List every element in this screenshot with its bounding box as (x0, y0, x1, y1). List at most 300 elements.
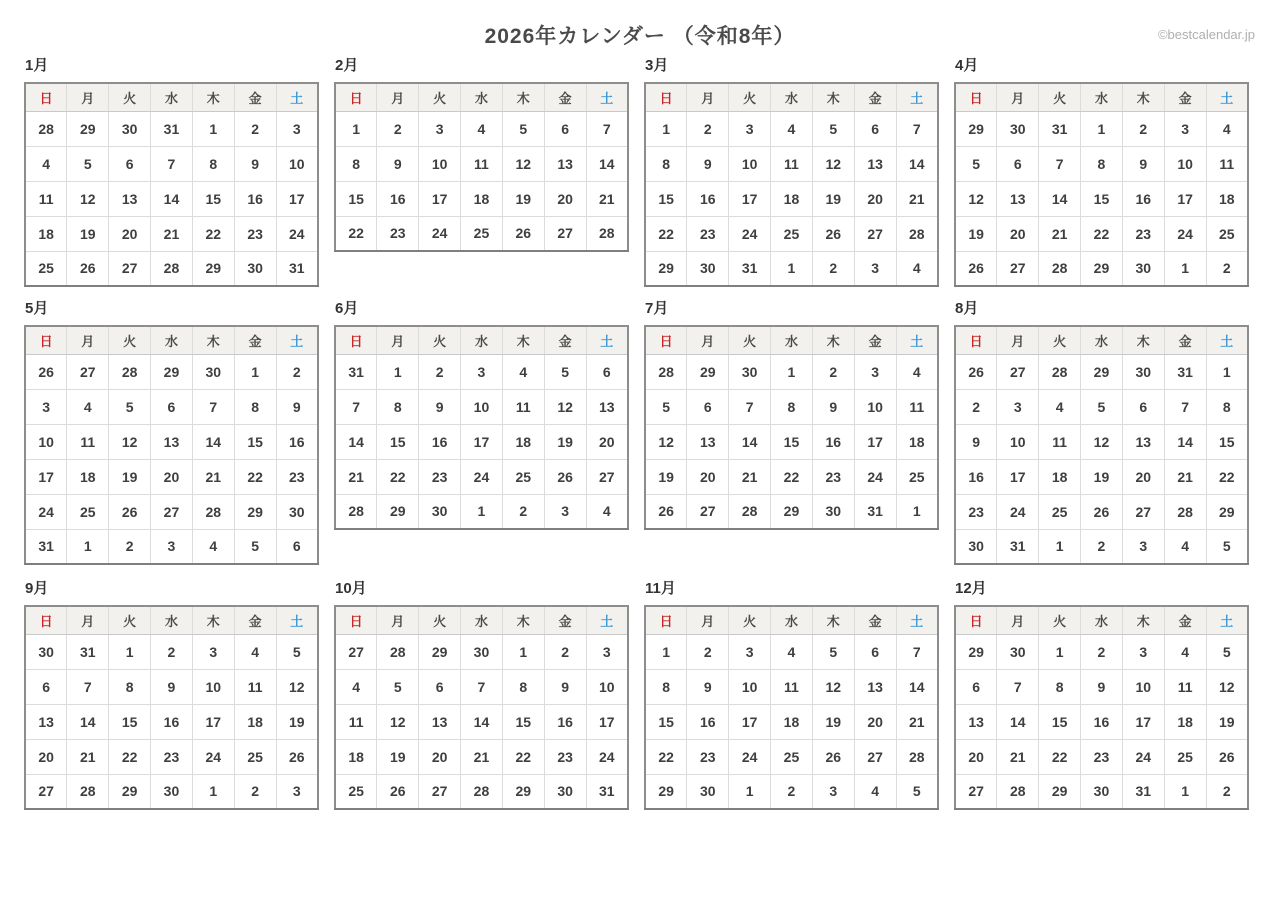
date-cell: 20 (955, 739, 997, 774)
weekday-header-sun: 日 (335, 83, 377, 111)
weekday-header-wd: 木 (502, 83, 544, 111)
date-cell: 10 (586, 669, 628, 704)
date-cell: 8 (645, 669, 687, 704)
date-cell: 2 (234, 111, 276, 146)
date-cell: 3 (1122, 529, 1164, 564)
date-cell: 15 (192, 181, 234, 216)
date-cell: 25 (25, 251, 67, 286)
month-title: 12月 (955, 580, 987, 597)
month-block-8 (954, 299, 1249, 565)
date-cell: 28 (1039, 251, 1081, 286)
weekday-header-wd: 金 (1164, 326, 1206, 354)
date-cell: 12 (812, 146, 854, 181)
weekday-header-wd: 月 (67, 83, 109, 111)
calendar-table (644, 605, 939, 810)
date-cell: 17 (997, 459, 1039, 494)
date-cell: 24 (586, 739, 628, 774)
date-cell: 23 (419, 459, 461, 494)
date-cell: 21 (1164, 459, 1206, 494)
date-cell: 4 (771, 634, 813, 669)
date-cell: 16 (276, 424, 318, 459)
date-cell: 20 (544, 181, 586, 216)
date-cell: 18 (335, 739, 377, 774)
date-cell: 30 (151, 774, 193, 809)
week-row (955, 704, 1248, 739)
date-cell: 21 (896, 181, 938, 216)
date-cell: 1 (1164, 774, 1206, 809)
date-cell: 5 (1206, 634, 1248, 669)
date-cell: 20 (25, 739, 67, 774)
date-cell: 3 (729, 634, 771, 669)
date-cell: 19 (377, 739, 419, 774)
date-cell: 13 (544, 146, 586, 181)
month-title: 5月 (25, 300, 49, 317)
date-cell: 4 (67, 389, 109, 424)
week-row (955, 669, 1248, 704)
date-cell: 1 (109, 634, 151, 669)
date-cell: 15 (645, 704, 687, 739)
date-cell: 2 (151, 634, 193, 669)
date-cell: 28 (25, 111, 67, 146)
date-cell: 18 (771, 704, 813, 739)
weekday-header-wd: 月 (67, 326, 109, 354)
date-cell: 5 (544, 354, 586, 389)
weekday-header-sun: 日 (25, 83, 67, 111)
date-cell: 26 (812, 216, 854, 251)
date-cell: 24 (1164, 216, 1206, 251)
date-cell: 5 (955, 146, 997, 181)
date-cell: 13 (586, 389, 628, 424)
date-cell: 6 (955, 669, 997, 704)
date-cell: 22 (109, 739, 151, 774)
date-cell: 30 (812, 494, 854, 529)
date-cell: 3 (192, 634, 234, 669)
date-cell: 16 (1122, 181, 1164, 216)
date-cell: 6 (151, 389, 193, 424)
month-title: 6月 (335, 300, 359, 317)
week-row (645, 251, 938, 286)
date-cell: 16 (544, 704, 586, 739)
date-cell: 24 (276, 216, 318, 251)
date-cell: 14 (461, 704, 503, 739)
date-cell: 27 (335, 634, 377, 669)
date-cell: 10 (854, 389, 896, 424)
date-cell: 30 (461, 634, 503, 669)
calendar-table (334, 325, 629, 530)
date-cell: 25 (461, 216, 503, 251)
date-cell: 8 (1039, 669, 1081, 704)
weekday-header-wd: 木 (192, 606, 234, 634)
calendar-table (24, 605, 319, 810)
week-row (335, 494, 628, 529)
date-cell: 10 (276, 146, 318, 181)
weekday-header-wd: 木 (192, 83, 234, 111)
date-cell: 23 (151, 739, 193, 774)
date-cell: 9 (276, 389, 318, 424)
date-cell: 5 (502, 111, 544, 146)
date-cell: 18 (67, 459, 109, 494)
date-cell: 17 (192, 704, 234, 739)
date-cell: 27 (854, 216, 896, 251)
date-cell: 23 (377, 216, 419, 251)
weekday-header-sun: 日 (955, 83, 997, 111)
date-cell: 9 (544, 669, 586, 704)
date-cell: 21 (896, 704, 938, 739)
date-cell: 31 (586, 774, 628, 809)
week-row (25, 459, 318, 494)
calendar-table (24, 82, 319, 287)
weekday-header-wd: 水 (461, 83, 503, 111)
date-cell: 1 (1039, 634, 1081, 669)
date-cell: 12 (67, 181, 109, 216)
date-cell: 23 (687, 739, 729, 774)
date-cell: 19 (812, 181, 854, 216)
date-cell: 4 (25, 146, 67, 181)
week-row (645, 634, 938, 669)
weekday-header-wd: 火 (1039, 606, 1081, 634)
week-row (955, 739, 1248, 774)
date-cell: 31 (335, 354, 377, 389)
date-cell: 11 (896, 389, 938, 424)
date-cell: 13 (854, 669, 896, 704)
date-cell: 2 (771, 774, 813, 809)
week-row (25, 774, 318, 809)
date-cell: 31 (1039, 111, 1081, 146)
date-cell: 27 (997, 354, 1039, 389)
date-cell: 23 (687, 216, 729, 251)
date-cell: 4 (896, 354, 938, 389)
week-row (335, 669, 628, 704)
date-cell: 11 (67, 424, 109, 459)
date-cell: 3 (812, 774, 854, 809)
weekday-header-sat: 土 (896, 606, 938, 634)
weekday-header-wd: 月 (997, 83, 1039, 111)
month-block-1 (24, 56, 319, 287)
date-cell: 23 (955, 494, 997, 529)
date-cell: 16 (377, 181, 419, 216)
date-cell: 2 (377, 111, 419, 146)
date-cell: 31 (854, 494, 896, 529)
date-cell: 25 (1206, 216, 1248, 251)
date-cell: 31 (1164, 354, 1206, 389)
week-row (645, 459, 938, 494)
date-cell: 1 (502, 634, 544, 669)
date-cell: 7 (1164, 389, 1206, 424)
date-cell: 31 (67, 634, 109, 669)
date-cell: 12 (109, 424, 151, 459)
date-cell: 2 (276, 354, 318, 389)
date-cell: 13 (1122, 424, 1164, 459)
date-cell: 1 (1081, 111, 1123, 146)
date-cell: 15 (502, 704, 544, 739)
date-cell: 9 (955, 424, 997, 459)
date-cell: 30 (1081, 774, 1123, 809)
date-cell: 19 (955, 216, 997, 251)
date-cell: 9 (419, 389, 461, 424)
date-cell: 27 (854, 739, 896, 774)
weekday-header-wd: 木 (1122, 83, 1164, 111)
week-row (645, 354, 938, 389)
date-cell: 20 (109, 216, 151, 251)
date-cell: 2 (1206, 251, 1248, 286)
date-cell: 1 (234, 354, 276, 389)
date-cell: 19 (812, 704, 854, 739)
week-row (25, 529, 318, 564)
calendar-table (334, 82, 629, 252)
date-cell: 14 (997, 704, 1039, 739)
date-cell: 28 (645, 354, 687, 389)
week-row (25, 704, 318, 739)
date-cell: 28 (192, 494, 234, 529)
date-cell: 3 (276, 111, 318, 146)
date-cell: 10 (192, 669, 234, 704)
calendar-table (24, 325, 319, 565)
date-cell: 29 (151, 354, 193, 389)
date-cell: 24 (1122, 739, 1164, 774)
weekday-header-wd: 木 (502, 606, 544, 634)
date-cell: 22 (1081, 216, 1123, 251)
week-row (335, 181, 628, 216)
date-cell: 22 (645, 216, 687, 251)
date-cell: 31 (729, 251, 771, 286)
date-cell: 10 (419, 146, 461, 181)
date-cell: 13 (955, 704, 997, 739)
date-cell: 30 (687, 251, 729, 286)
date-cell: 1 (771, 251, 813, 286)
date-cell: 7 (997, 669, 1039, 704)
date-cell: 24 (419, 216, 461, 251)
date-cell: 17 (1122, 704, 1164, 739)
week-row (645, 146, 938, 181)
date-cell: 26 (955, 354, 997, 389)
month-block-7 (644, 299, 939, 530)
date-cell: 9 (234, 146, 276, 181)
date-cell: 10 (1164, 146, 1206, 181)
date-cell: 27 (419, 774, 461, 809)
date-cell: 30 (276, 494, 318, 529)
calendar-table (644, 325, 939, 530)
month-block-2 (334, 56, 629, 252)
date-cell: 11 (1039, 424, 1081, 459)
date-cell: 20 (1122, 459, 1164, 494)
date-cell: 14 (896, 146, 938, 181)
date-cell: 14 (729, 424, 771, 459)
date-cell: 6 (997, 146, 1039, 181)
date-cell: 25 (896, 459, 938, 494)
date-cell: 6 (854, 634, 896, 669)
date-cell: 10 (729, 669, 771, 704)
date-cell: 30 (1122, 251, 1164, 286)
calendar-table (954, 325, 1249, 565)
date-cell: 28 (729, 494, 771, 529)
date-cell: 30 (109, 111, 151, 146)
date-cell: 20 (419, 739, 461, 774)
date-cell: 6 (586, 354, 628, 389)
month-title: 8月 (955, 300, 979, 317)
date-cell: 17 (276, 181, 318, 216)
week-row (645, 494, 938, 529)
week-row (335, 389, 628, 424)
date-cell: 11 (234, 669, 276, 704)
weekday-header-wd: 金 (544, 83, 586, 111)
week-row (645, 424, 938, 459)
week-row (955, 424, 1248, 459)
date-cell: 5 (812, 634, 854, 669)
date-cell: 27 (544, 216, 586, 251)
date-cell: 30 (25, 634, 67, 669)
date-cell: 29 (377, 494, 419, 529)
weekday-header-sat: 土 (1206, 83, 1248, 111)
weekday-header-sat: 土 (276, 83, 318, 111)
date-cell: 7 (729, 389, 771, 424)
weekday-header-wd: 火 (729, 83, 771, 111)
date-cell: 15 (109, 704, 151, 739)
week-row (335, 739, 628, 774)
date-cell: 5 (812, 111, 854, 146)
date-cell: 25 (234, 739, 276, 774)
date-cell: 28 (997, 774, 1039, 809)
date-cell: 25 (771, 739, 813, 774)
weekday-header-wd: 木 (1122, 326, 1164, 354)
date-cell: 17 (729, 181, 771, 216)
weekday-header-wd: 火 (729, 606, 771, 634)
date-cell: 8 (502, 669, 544, 704)
date-cell: 9 (1081, 669, 1123, 704)
date-cell: 4 (771, 111, 813, 146)
date-cell: 27 (67, 354, 109, 389)
date-cell: 10 (997, 424, 1039, 459)
week-row (25, 216, 318, 251)
date-cell: 28 (335, 494, 377, 529)
date-cell: 22 (192, 216, 234, 251)
date-cell: 1 (1039, 529, 1081, 564)
date-cell: 25 (771, 216, 813, 251)
weekday-header-wd: 月 (377, 326, 419, 354)
month-block-11 (644, 579, 939, 810)
date-cell: 19 (544, 424, 586, 459)
month-block-3 (644, 56, 939, 287)
weekday-header-sat: 土 (586, 326, 628, 354)
week-row (25, 494, 318, 529)
date-cell: 21 (997, 739, 1039, 774)
date-cell: 14 (335, 424, 377, 459)
weekday-header-wd: 木 (812, 326, 854, 354)
date-cell: 29 (645, 251, 687, 286)
date-cell: 29 (192, 251, 234, 286)
date-cell: 26 (955, 251, 997, 286)
month-title: 11月 (645, 580, 676, 597)
month-title: 1月 (25, 57, 49, 74)
date-cell: 3 (854, 354, 896, 389)
weekday-header-wd: 金 (544, 606, 586, 634)
copyright-text: ©bestcalendar.jp (1157, 27, 1255, 42)
date-cell: 13 (109, 181, 151, 216)
date-cell: 1 (1164, 251, 1206, 286)
date-cell: 20 (586, 424, 628, 459)
date-cell: 1 (729, 774, 771, 809)
date-cell: 24 (461, 459, 503, 494)
date-cell: 9 (687, 669, 729, 704)
date-cell: 19 (1081, 459, 1123, 494)
weekday-header-wd: 水 (771, 606, 813, 634)
date-cell: 31 (1122, 774, 1164, 809)
weekday-header-wd: 月 (377, 606, 419, 634)
calendar-table (954, 605, 1249, 810)
date-cell: 11 (1206, 146, 1248, 181)
date-cell: 16 (812, 424, 854, 459)
date-cell: 11 (771, 669, 813, 704)
date-cell: 21 (151, 216, 193, 251)
date-cell: 15 (377, 424, 419, 459)
date-cell: 6 (109, 146, 151, 181)
date-cell: 18 (234, 704, 276, 739)
week-row (955, 494, 1248, 529)
date-cell: 4 (854, 774, 896, 809)
date-cell: 1 (1206, 354, 1248, 389)
date-cell: 16 (687, 181, 729, 216)
date-cell: 28 (67, 774, 109, 809)
week-row (335, 704, 628, 739)
weekday-header-wd: 火 (109, 326, 151, 354)
date-cell: 3 (854, 251, 896, 286)
date-cell: 24 (997, 494, 1039, 529)
date-cell: 17 (1164, 181, 1206, 216)
week-row (25, 669, 318, 704)
date-cell: 29 (1039, 774, 1081, 809)
weekday-header-wd: 木 (192, 326, 234, 354)
date-cell: 7 (896, 111, 938, 146)
date-cell: 2 (955, 389, 997, 424)
date-cell: 18 (461, 181, 503, 216)
month-title: 4月 (955, 57, 979, 74)
weekday-header-wd: 月 (687, 83, 729, 111)
weekday-header-wd: 水 (1081, 606, 1123, 634)
month-block-10 (334, 579, 629, 810)
date-cell: 8 (335, 146, 377, 181)
date-cell: 31 (276, 251, 318, 286)
date-cell: 28 (1164, 494, 1206, 529)
date-cell: 10 (25, 424, 67, 459)
month-title: 9月 (25, 580, 49, 597)
date-cell: 9 (812, 389, 854, 424)
weekday-header-sun: 日 (645, 606, 687, 634)
date-cell: 12 (544, 389, 586, 424)
date-cell: 13 (854, 146, 896, 181)
week-row (645, 774, 938, 809)
date-cell: 2 (109, 529, 151, 564)
weekday-header-wd: 水 (1081, 326, 1123, 354)
week-row (955, 774, 1248, 809)
date-cell: 2 (544, 634, 586, 669)
date-cell: 29 (1206, 494, 1248, 529)
weekday-header-wd: 火 (729, 326, 771, 354)
date-cell: 7 (192, 389, 234, 424)
date-cell: 9 (151, 669, 193, 704)
weekday-header-wd: 月 (687, 606, 729, 634)
weekday-header-wd: 火 (109, 83, 151, 111)
date-cell: 7 (151, 146, 193, 181)
date-cell: 21 (729, 459, 771, 494)
date-cell: 13 (419, 704, 461, 739)
date-cell: 27 (997, 251, 1039, 286)
date-cell: 29 (109, 774, 151, 809)
date-cell: 18 (771, 181, 813, 216)
week-row (955, 216, 1248, 251)
date-cell: 26 (276, 739, 318, 774)
weekday-header-sat: 土 (276, 606, 318, 634)
weekday-header-wd: 火 (1039, 83, 1081, 111)
date-cell: 21 (67, 739, 109, 774)
